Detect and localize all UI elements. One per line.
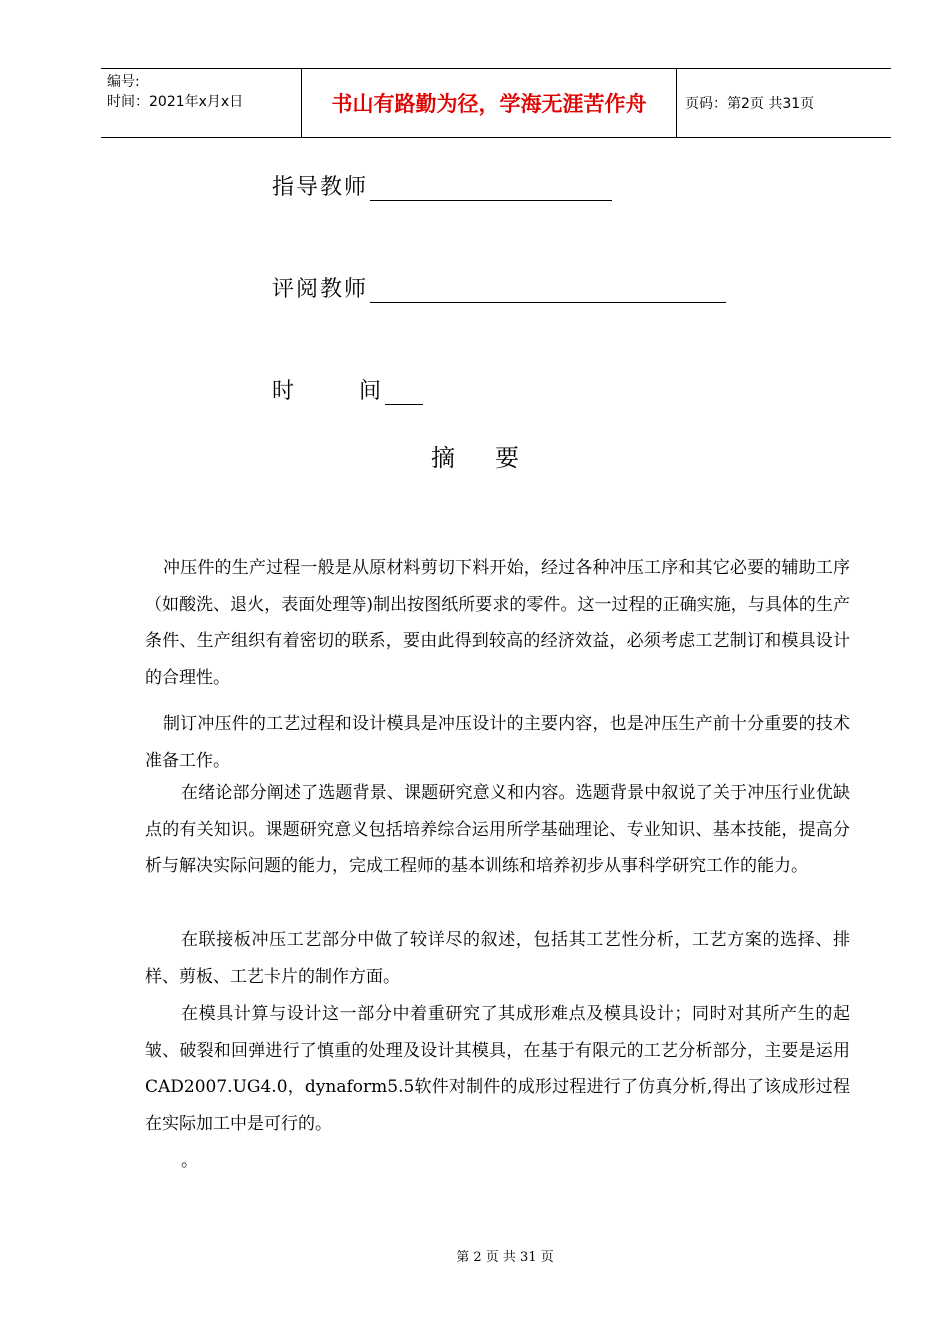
abstract-paragraph-2: 制订冲压件的工艺过程和设计模具是冲压设计的主要内容，也是冲压生产前十分重要的技术准备工作。 [145,714,850,771]
header-page-info: 页码：第2页 共31页 [685,96,815,112]
reviewer-label: 评阅教师 [272,277,369,302]
time-field [272,374,423,405]
date-label: 时间：2021年x月x日 [107,94,244,110]
reviewer-field [272,272,726,303]
abstract-paragraph-5: 在模具计算与设计这一部分中着重研究了其成形难点及模具设计；同时对其所产生的起皱、破裂和回弹进行了慎重的处理及设计其模具，在基于有限元的工艺分析部分，主要是运用CAD2007.UG4.0，dynaform5.5软件对制件的成形过程进行了仿真分析,得出了该成形过程在实际加工中是可行的。 [145,1004,850,1134]
page-header [101,68,891,138]
header-meta [101,69,301,137]
advisor-field [272,170,612,201]
advisor-blank-line [370,176,612,201]
header-motto: 书山有路勤为径，学海无涯苦作舟 [301,69,677,137]
time-blank-line [385,380,423,405]
abstract-paragraph-1: 冲压件的生产过程一般是从原材料剪切下料开始，经过各种冲压工序和其它必要的辅助工序（如酸洗、退火，表面处理等)制出按图纸所要求的零件。这一过程的正确实施，与具体的生产条件、生产组织有着密切的联系，要由此得到较高的经济效益，必须考虑工艺制订和模具设计的合理性。 [145,558,850,688]
number-label: 编号: [107,74,140,90]
page-footer: 第 2 页 共 31 页 [456,1250,554,1265]
time-label: 时 间 [272,379,383,404]
reviewer-blank-line [370,278,726,303]
abstract-title: 摘要 [431,444,559,472]
abstract-paragraph-3: 在绪论部分阐述了选题背景、课题研究意义和内容。选题背景中叙说了关于冲压行业优缺点的有关知识。课题研究意义包括培养综合运用所学基础理论、专业知识、基本技能，提高分析与解决实际问题的能力，完成工程师的基本训练和培养初步从事科学研究工作的能力。 [145,783,850,876]
abstract-paragraph-6: 。 [181,1151,198,1171]
abstract-paragraph-4: 在联接板冲压工艺部分中做了较详尽的叙述，包括其工艺性分析，工艺方案的选择、排样、剪板、工艺卡片的制作方面。 [145,930,850,987]
advisor-label: 指导教师 [272,175,369,200]
